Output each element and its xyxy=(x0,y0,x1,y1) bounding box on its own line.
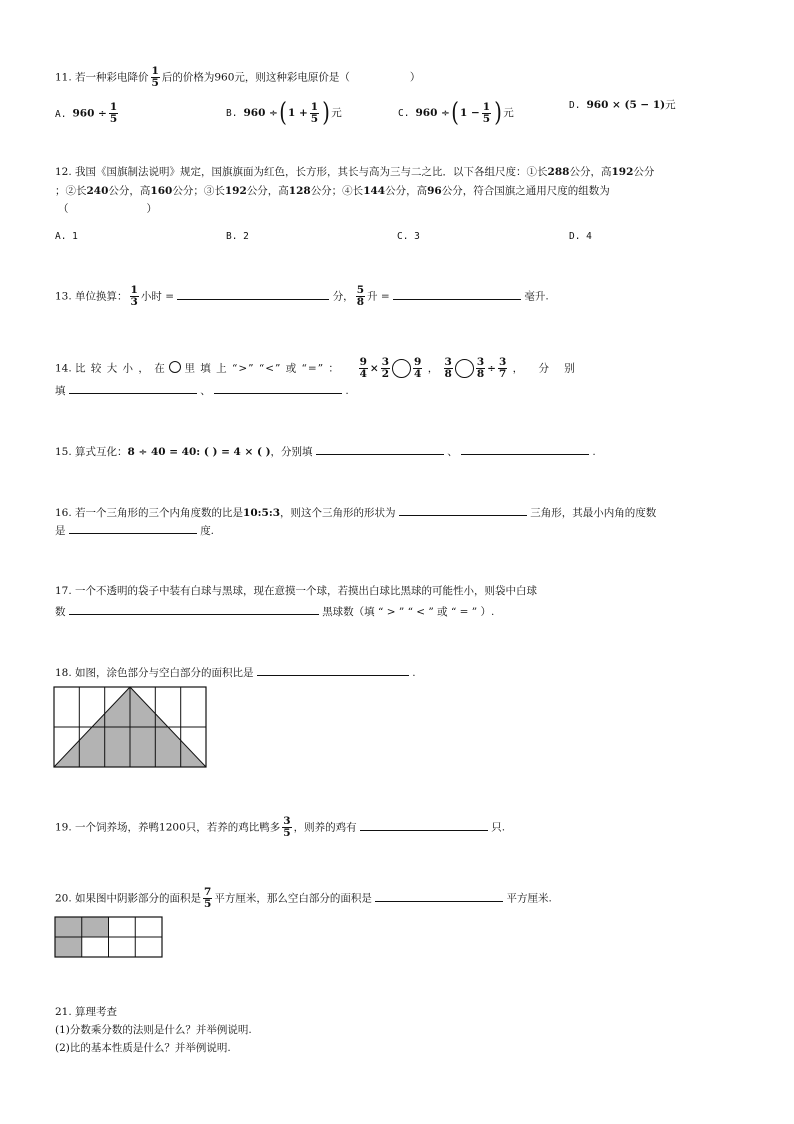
q14-blank-2[interactable] xyxy=(214,381,342,394)
q12-option-c[interactable]: C. 3 xyxy=(397,231,420,242)
q19-stem: 19. 一个饲养场，养鸭1200只，若养的鸡比鸭多 $\frac{3}{5}$ ，则养的鸡有 只. xyxy=(55,815,506,839)
q16-blank-2[interactable] xyxy=(69,521,197,534)
q20-blank[interactable] xyxy=(375,889,503,902)
q21-title: 21. 算理考查 xyxy=(55,1006,118,1018)
q12-answer-paren[interactable]: （ ） xyxy=(58,203,157,215)
q11-option-a[interactable]: A. 960 ÷ $\frac{1}{5}$ xyxy=(55,101,118,125)
q16-blank-1[interactable] xyxy=(399,503,527,516)
q20-shaded-cell-2 xyxy=(82,917,109,937)
q12-line1: 12. 我国《国旗制法说明》规定，国旗旗面为红色，长方形，其长与高为三与二之比．以下各组尺度：①长288公分，高192公分 xyxy=(55,166,655,178)
q15-blank-1[interactable] xyxy=(316,442,444,455)
q19-blank[interactable] xyxy=(360,818,488,831)
q13-stem: 13. 单位换算： $\frac{1}{3}$ 小时 = 分， $\frac{5}{8}$ 升 = 毫升. xyxy=(55,284,549,308)
q14-compare-circle-1[interactable] xyxy=(392,359,411,378)
q15-stem: 15. 算式互化：8 ÷ 40 = 40: ( ) = 4 × ( )，分别填 、 . xyxy=(55,442,596,459)
q18-figure xyxy=(53,686,207,768)
q21-item-2: (2)比的基本性质是什么？并举例说明. xyxy=(55,1042,231,1054)
q11-option-b[interactable]: B. 960 ÷(1 + $\frac{1}{5}$ )元 xyxy=(226,98,342,128)
q17-blank[interactable] xyxy=(69,602,319,615)
q18-stem: 18. 如图，涂色部分与空白部分的面积比是 . xyxy=(55,663,416,680)
q11-stem: 11. 若一种彩电降价 $\frac{1}{5}$ 后的价格为960元，则这种彩电原价是（ ） xyxy=(55,65,421,89)
q14-line2: 填 、 . xyxy=(55,381,349,398)
q20-stem: 20. 如果图中阴影部分的面积是 $\frac{7}{5}$ 平方厘米，那么空白部分的面积是 平方厘米. xyxy=(55,886,552,910)
q15-blank-2[interactable] xyxy=(461,442,589,455)
q14-compare-circle-2[interactable] xyxy=(455,359,474,378)
circle-icon xyxy=(169,361,181,373)
q16-line2: 是 度. xyxy=(55,521,214,538)
q14-blank-1[interactable] xyxy=(69,381,197,394)
q21-item-1: (1)分数乘分数的法则是什么？并举例说明. xyxy=(55,1024,252,1036)
q12-option-d[interactable]: D. 4 xyxy=(569,231,592,242)
q12-option-a[interactable]: A. 1 xyxy=(55,231,78,242)
q12-option-b[interactable]: B. 2 xyxy=(226,231,249,242)
q13-blank-1[interactable] xyxy=(177,287,329,300)
q20-figure xyxy=(54,916,163,958)
q20-shaded-cell-3 xyxy=(55,937,82,957)
q17-line1: 17. 一个不透明的袋子中装有白球与黑球，现在意摸一个球，若摸出白球比黑球的可能性小，则袋中白球 xyxy=(55,585,538,597)
q16-line1: 16. 若一个三角形的三个内角度数的比是10:5:3，则这个三角形的形状为 三角形，其最小内角的度数 xyxy=(55,503,656,520)
q11-fraction: $\frac{1}{5}$ xyxy=(151,65,159,89)
q20-shaded-cell-1 xyxy=(55,917,82,937)
q18-blank[interactable] xyxy=(257,663,409,676)
q12-line2: ；②长240公分，高160公分；③长192公分，高128公分；④长144公分，高96公分，符合国旗之通用尺度的组数为 xyxy=(55,185,610,197)
q11-option-d[interactable]: D. 960 × (5 − 1)元 xyxy=(569,99,676,111)
q11-option-c[interactable]: C. 960 ÷(1 − $\frac{1}{5}$ )元 xyxy=(398,98,514,128)
q17-line2: 数 黑球数（填 “ > ” “ < ” 或 “ = ” ）. xyxy=(55,602,494,619)
q14-line1: 14. 比 较 大 小 ， 在 里 填 上 “>” “<” 或 “=” ： $\frac{9}{4}$ × $\frac{3}{2}$ $\frac{9}{4}$ ， $\frac{3}{8}$ $\frac{3}{8}$ ÷ $\frac{3}{7}$ ， 分 别 xyxy=(55,356,581,380)
q13-blank-2[interactable] xyxy=(393,287,521,300)
